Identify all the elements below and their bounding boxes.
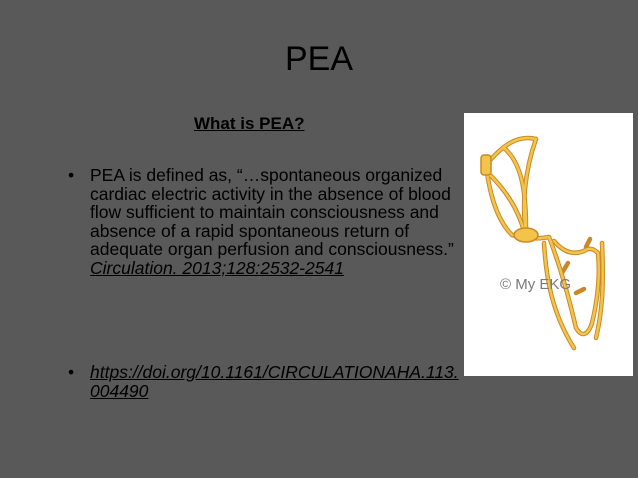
bullet-doi (68, 363, 462, 400)
doi-link[interactable]: https://doi.org/10.1161/CIRCULATIONAHA.113.004490 (90, 362, 459, 401)
cardiac-conduction-system-icon (464, 113, 633, 376)
conduction-system-figure (464, 113, 633, 376)
bullet-marker: • (68, 165, 75, 185)
figure-watermark: © My EKG (500, 276, 572, 293)
sa-node (481, 155, 491, 175)
slide-subtitle: What is PEA? (194, 114, 305, 133)
slide-title: PEA (284, 40, 354, 78)
bullet-marker: • (68, 362, 75, 382)
bullet-definition (68, 166, 462, 277)
av-node (514, 228, 538, 242)
citation-link[interactable]: Circulation. 2013;128:2532-2541 (90, 257, 344, 278)
definition-text: PEA is defined as, “…spontaneous organized cardiac electric activity in the absence of blood flow sufficient to maintain consciousness and absence of a rapid spontaneous return of adequate organ perfusion and consciousness.” (90, 165, 454, 259)
